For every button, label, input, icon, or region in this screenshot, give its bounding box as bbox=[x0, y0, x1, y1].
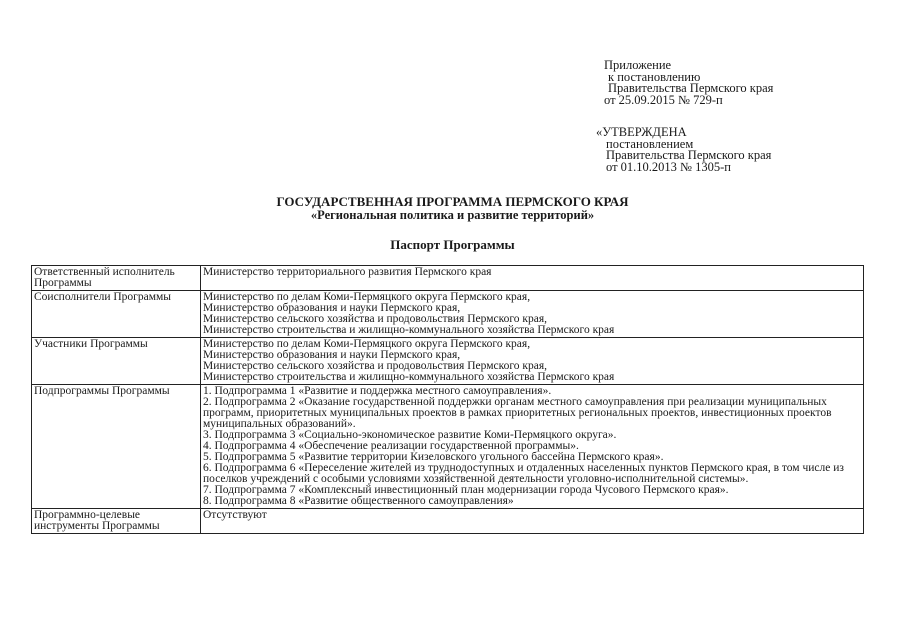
approval-note bbox=[596, 127, 771, 173]
value-line: 2. Подпрограмма 2 «Оказание государственной поддержки органам местного самоуправления при реализации муниципальных программ, приоритетных муниципальных проектов в рамках приоритетных региональных проектов, инвестиционных проектов муниципальных образований». bbox=[203, 396, 832, 430]
appendix-line: Приложение bbox=[604, 58, 672, 72]
table-row bbox=[32, 291, 864, 338]
row-label: Подпрограммы Программы bbox=[32, 385, 201, 509]
value-line: 1. Подпрограмма 1 «Развитие и поддержка местного самоуправления». bbox=[203, 385, 552, 397]
document-subtitle: «Региональная политика и развитие территорий» bbox=[310, 208, 595, 222]
row-label: Соисполнители Программы bbox=[32, 291, 201, 338]
program-passport-table bbox=[31, 265, 864, 534]
appendix-line: Правительства Пермского края bbox=[608, 81, 774, 95]
row-value bbox=[201, 509, 864, 534]
row-value bbox=[201, 385, 864, 509]
value-line: Министерство сельского хозяйства и продовольствия Пермского края, bbox=[203, 360, 548, 372]
appendix-line: к постановлению bbox=[608, 69, 701, 84]
approval-line: «УТВЕРЖДЕНА bbox=[596, 125, 687, 139]
value-line: Министерство по делам Коми-Пермяцкого округа Пермского края, bbox=[203, 338, 531, 350]
value-line: 7. Подпрограмма 7 «Комплексный инвестиционный план модернизации города Чусового Пермского края». bbox=[203, 484, 729, 496]
row-value bbox=[201, 338, 864, 385]
table-row bbox=[32, 509, 864, 534]
table-row bbox=[32, 338, 864, 385]
row-label: Участники Программы bbox=[32, 338, 201, 385]
table-row bbox=[32, 385, 864, 509]
approval-line: Правительства Пермского края bbox=[606, 148, 772, 162]
appendix-line: от 25.09.2015 № 729-п bbox=[604, 92, 723, 107]
value-line: 4. Подпрограмма 4 «Обеспечение реализации государственной программы». bbox=[203, 440, 579, 452]
document-title: ГОСУДАРСТВЕННАЯ ПРОГРАММА ПЕРМСКОГО КРАЯ bbox=[276, 194, 629, 209]
appendix-note bbox=[604, 60, 773, 106]
value-line: 5. Подпрограмма 5 «Развитие территории Кизеловского угольного бассейна Пермского края». bbox=[203, 451, 664, 463]
passport-heading: Паспорт Программы bbox=[390, 237, 515, 252]
row-value bbox=[201, 291, 864, 338]
value-line: 3. Подпрограмма 3 «Социально-экономическое развитие Коми-Пермяцкого округа». bbox=[203, 429, 617, 441]
value-line: Министерство образования и науки Пермского края, bbox=[203, 302, 461, 314]
row-label: Программно-целевые инструменты Программы bbox=[32, 509, 201, 534]
table-row bbox=[32, 266, 864, 291]
approval-line: от 01.10.2013 № 1305-п bbox=[606, 159, 731, 174]
value-line: Министерство по делам Коми-Пермяцкого округа Пермского края, bbox=[203, 291, 531, 303]
value-line: Министерство строительства и жилищно-коммунального хозяйства Пермского края bbox=[203, 371, 615, 383]
value-line: Министерство территориального развития Пермского края bbox=[203, 266, 492, 278]
value-line: Отсутствуют bbox=[203, 509, 267, 521]
value-line: Министерство сельского хозяйства и продовольствия Пермского края, bbox=[203, 313, 548, 325]
approval-line: постановлением bbox=[606, 136, 694, 151]
value-line: 8. Подпрограмма 8 «Развитие общественного самоуправления» bbox=[203, 495, 514, 507]
row-label: Ответственный исполнитель Программы bbox=[32, 266, 201, 291]
row-value bbox=[201, 266, 864, 291]
value-line: Министерство образования и науки Пермского края, bbox=[203, 349, 461, 361]
value-line: Министерство строительства и жилищно-коммунального хозяйства Пермского края bbox=[203, 324, 615, 336]
value-line: 6. Подпрограмма 6 «Переселение жителей из труднодоступных и отдаленных населенных пунктов Пермского края, в том числе из поселков учреждений с особыми условиями хозяйственной деятельности уголовно-исполнительной системы». bbox=[203, 462, 844, 485]
